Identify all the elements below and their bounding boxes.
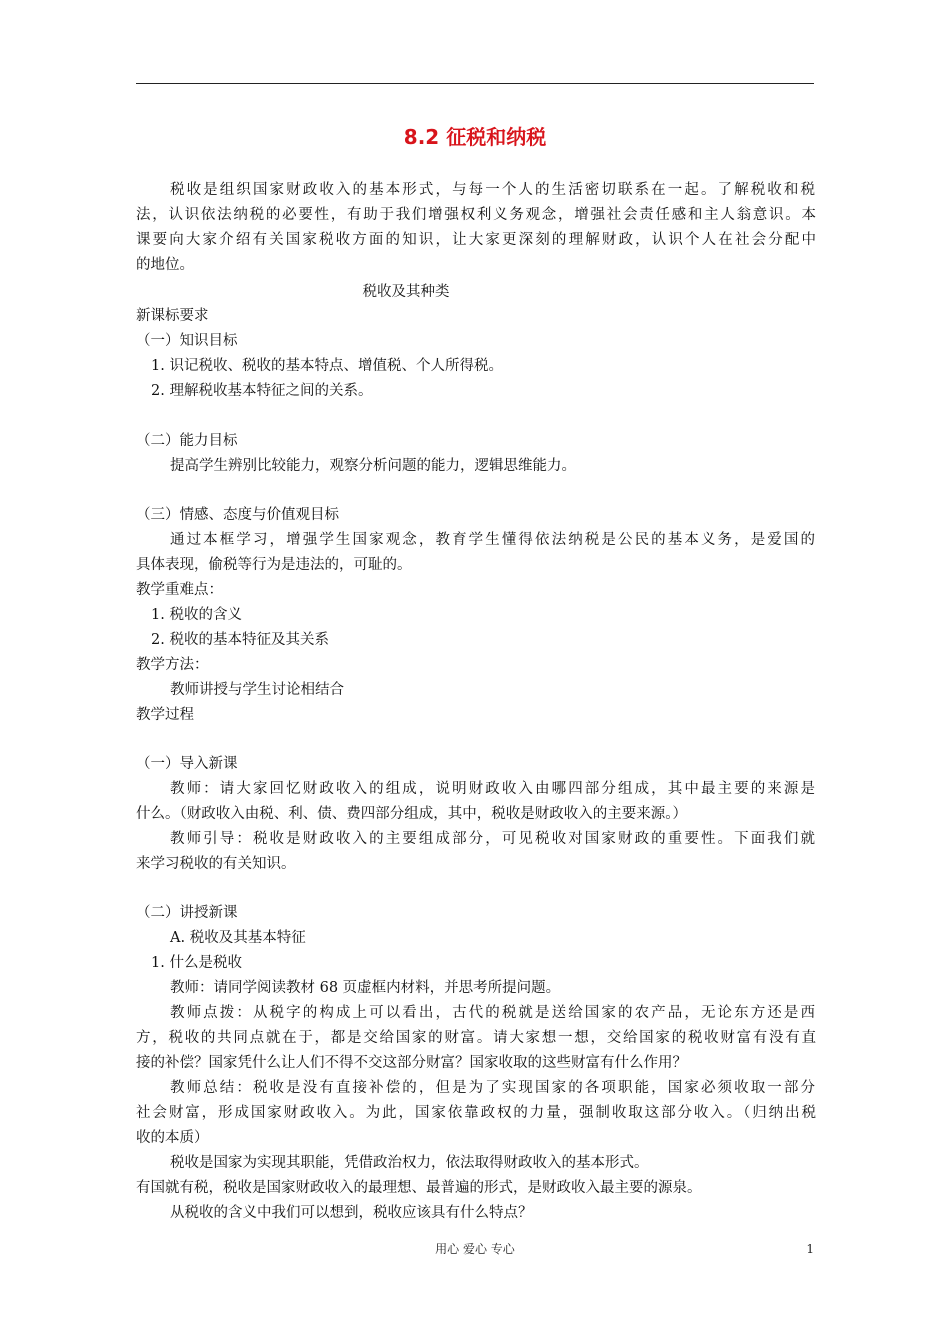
point-heading: 1. 什么是税收 xyxy=(151,955,242,971)
body-line: 从税收的含义中我们可以想到，税收应该具有什么特点？ xyxy=(170,1205,533,1221)
intro-line: 的地位。 xyxy=(136,257,194,273)
header-rule xyxy=(136,83,814,84)
intro-lesson-line: 什么。（财政收入由税、利、债、费四部分组成，其中，税收是财政收入的主要来源。） xyxy=(136,806,687,822)
intro-line: 法，认识依法纳税的必要性，有助于我们增强权利义务观念，增强社会责任感和主人翁意识。本 xyxy=(136,207,816,223)
intro-lesson-heading: （一）导入新课 xyxy=(136,756,238,772)
body-line: 有国就有税，税收是国家财政收入的最理想、最普遍的形式，是财政收入最主要的源泉。 xyxy=(136,1180,702,1196)
subsection-heading: A. 税收及其基本特征 xyxy=(170,930,306,946)
list-item: 1. 税收的含义 xyxy=(151,607,242,623)
intro-line: 税收是组织国家财政收入的基本形式，与每一个人的生活密切联系在一起。了解税收和税 xyxy=(170,182,815,198)
list-item: 1. 识记税收、税收的基本特点、增值税、个人所得税。 xyxy=(151,358,503,374)
section-heading: 税收及其种类 xyxy=(362,284,450,300)
ability-heading: （二）能力目标 xyxy=(136,433,238,449)
body-line: 教师：请同学阅读教材 68 页虚框内材料，并思考所提问题。 xyxy=(170,980,561,996)
list-item: 2. 理解税收基本特征之间的关系。 xyxy=(151,383,373,399)
emotion-line: 具体表现，偷税等行为是违法的，可耻的。 xyxy=(136,557,412,573)
page-number: 1 xyxy=(806,1242,814,1256)
standard-heading: 新课标要求 xyxy=(136,308,209,324)
body-line: 收的本质） xyxy=(136,1130,209,1146)
body-line: 教师总结：税收是没有直接补偿的，但是为了实现国家的各项职能，国家必须收取一部分 xyxy=(170,1080,815,1096)
process-heading: 教学过程 xyxy=(136,707,194,723)
knowledge-heading: （一）知识目标 xyxy=(136,333,238,349)
page-footer: 用心 爱心 专心 xyxy=(435,1242,515,1256)
body-line: 教师点拨：从税字的构成上可以看出，古代的税就是送给国家的农产品，无论东方还是西 xyxy=(170,1005,815,1021)
intro-line: 课要向大家介绍有关国家税收方面的知识，让大家更深刻的理解财政，认识个人在社会分配中 xyxy=(136,232,816,248)
emotion-heading: （三）情感、态度与价值观目标 xyxy=(136,507,339,523)
page-title: 8.2 征税和纳税 xyxy=(403,125,547,149)
method-text: 教师讲授与学生讨论相结合 xyxy=(170,682,344,698)
key-heading: 教学重难点： xyxy=(136,582,223,598)
ability-text: 提高学生辨别比较能力，观察分析问题的能力，逻辑思维能力。 xyxy=(170,458,576,474)
intro-lesson-line: 教师引导：税收是财政收入的主要组成部分，可见税收对国家财政的重要性。下面我们就 xyxy=(170,831,815,847)
body-line: 接的补偿？国家凭什么让人们不得不交这部分财富？国家收取的这些财富有什么作用？ xyxy=(136,1055,687,1071)
body-line: 社会财富，形成国家财政收入。为此，国家依靠政权的力量，强制收取这部分收入。（归纳出税 xyxy=(136,1105,816,1121)
body-line: 税收是国家为实现其职能，凭借政治权力，依法取得财政收入的基本形式。 xyxy=(170,1155,649,1171)
intro-lesson-line: 教师：请大家回忆财政收入的组成，说明财政收入由哪四部分组成，其中最主要的来源是 xyxy=(170,781,815,797)
list-item: 2. 税收的基本特征及其关系 xyxy=(151,632,329,648)
emotion-line: 通过本框学习，增强学生国家观念，教育学生懂得依法纳税是公民的基本义务，是爱国的 xyxy=(170,532,815,548)
method-heading: 教学方法： xyxy=(136,657,209,673)
intro-lesson-line: 来学习税收的有关知识。 xyxy=(136,856,296,872)
new-lesson-heading: （二）讲授新课 xyxy=(136,905,238,921)
body-line: 方，税收的共同点就在于，都是交给国家的财富。请大家想一想，交给国家的税收财富有没有直 xyxy=(136,1030,816,1046)
